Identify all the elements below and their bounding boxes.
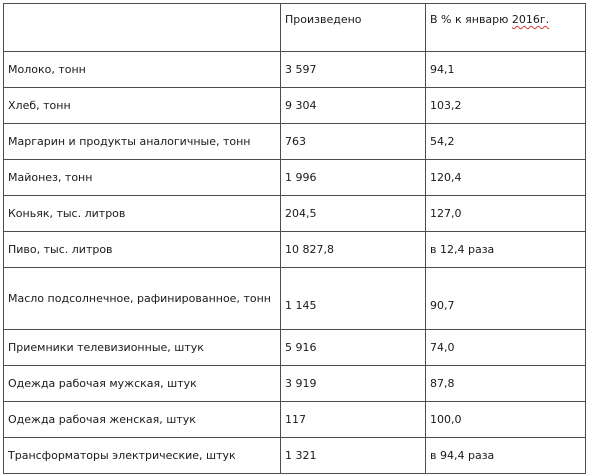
table-header-row [4,4,586,52]
table-row [4,402,586,438]
table-row [4,232,586,268]
product-name: Майонез, тонн [4,160,281,196]
header-percent-prefix: В % к январю [430,13,512,26]
header-cell-produced: Произведено [281,4,426,52]
header-cell-name [4,4,281,52]
table-row [4,268,586,330]
header-percent-year: 2016г. [511,13,550,26]
percent-value: 74,0 [426,330,586,366]
percent-value: 120,4 [426,160,586,196]
table-row [4,124,586,160]
table-row [4,88,586,124]
production-table [3,3,586,474]
produced-value: 1 321 [281,438,426,474]
product-name: Трансформаторы электрические, штук [4,438,281,474]
percent-value: 87,8 [426,366,586,402]
percent-value: в 94,4 раза [426,438,586,474]
percent-value: 90,7 [426,268,586,330]
table-row [4,160,586,196]
percent-value: 103,2 [426,88,586,124]
produced-value: 3 919 [281,366,426,402]
table-row [4,52,586,88]
table-row [4,366,586,402]
percent-value: в 12,4 раза [426,232,586,268]
percent-value: 127,0 [426,196,586,232]
percent-value: 100,0 [426,402,586,438]
table-row [4,438,586,474]
produced-value: 204,5 [281,196,426,232]
percent-value: 54,2 [426,124,586,160]
produced-value: 1 145 [281,268,426,330]
header-cell-percent [426,4,586,52]
produced-value: 10 827,8 [281,232,426,268]
table-row [4,330,586,366]
produced-value: 5 916 [281,330,426,366]
produced-value: 1 996 [281,160,426,196]
product-name: Молоко, тонн [4,52,281,88]
product-name: Приемники телевизионные, штук [4,330,281,366]
product-name: Одежда рабочая мужская, штук [4,366,281,402]
product-name: Одежда рабочая женская, штук [4,402,281,438]
produced-value: 9 304 [281,88,426,124]
product-name: Хлеб, тонн [4,88,281,124]
product-name: Пиво, тыс. литров [4,232,281,268]
table-row [4,196,586,232]
product-name: Коньяк, тыс. литров [4,196,281,232]
produced-value: 3 597 [281,52,426,88]
produced-value: 117 [281,402,426,438]
product-name: Маргарин и продукты аналогичные, тонн [4,124,281,160]
product-name: Масло подсолнечное, рафинированное, тонн [4,268,281,330]
percent-value: 94,1 [426,52,586,88]
produced-value: 763 [281,124,426,160]
